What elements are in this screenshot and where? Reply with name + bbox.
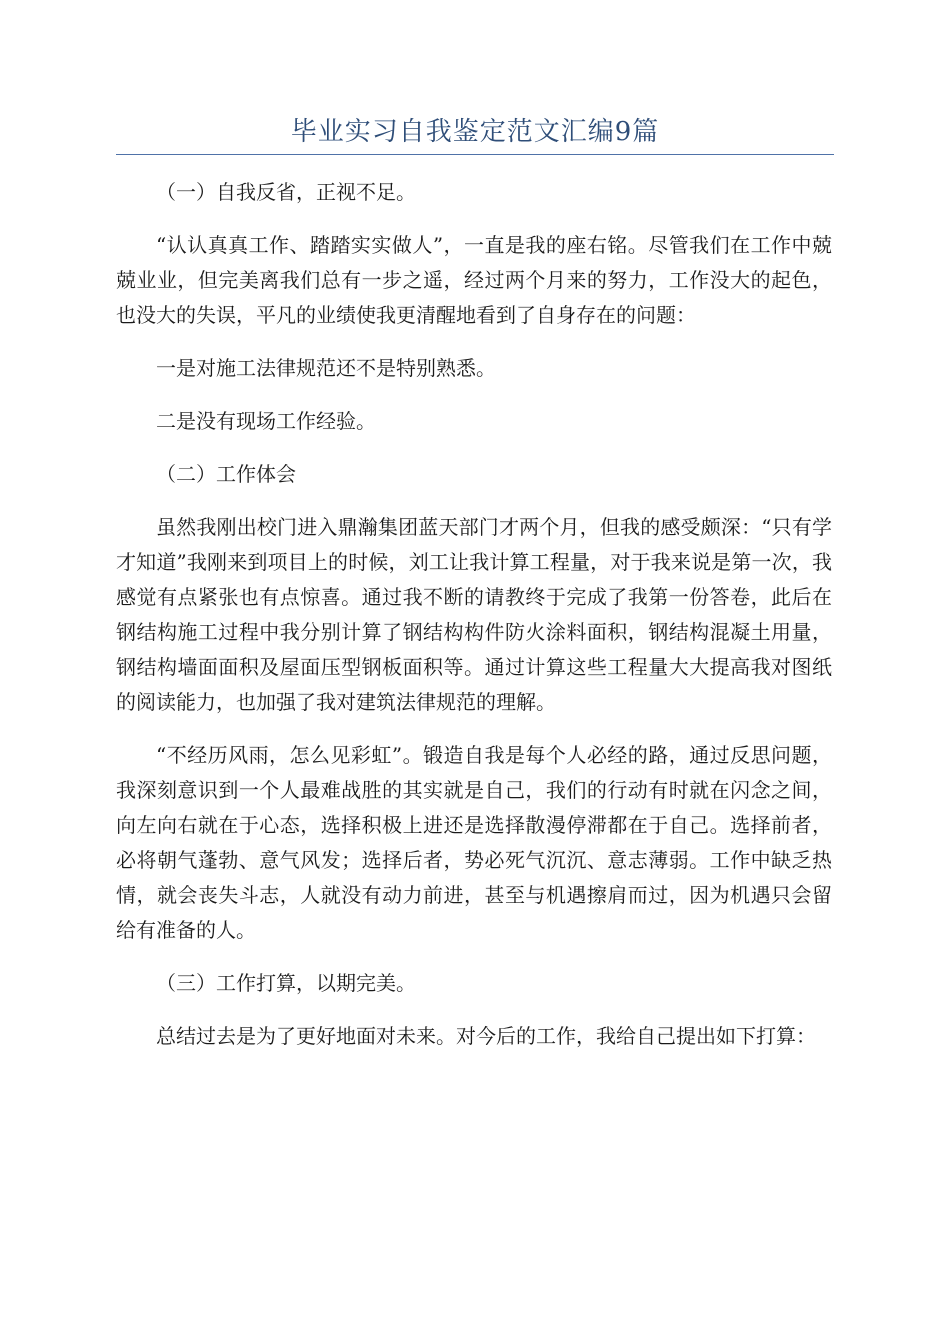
paragraph: “认认真真工作、踏踏实实做人”，一直是我的座右铭。尽管我们在工作中兢兢业业，但完美离我们总有一步之遥，经过两个月来的努力，工作没大的起色，也没大的失误，平凡的业绩使我更清醒地看到了自身存在的问题： <box>116 233 832 327</box>
title-underline <box>116 154 834 155</box>
section-heading-1: （一）自我反省，正视不足。 <box>156 180 416 204</box>
paragraph: 一是对施工法律规范还不是特别熟悉。 <box>156 356 496 380</box>
section-heading-2: （二）工作体会 <box>156 462 296 486</box>
document-title: 毕业实习自我鉴定范文汇编9篇 <box>290 117 660 147</box>
document-body <box>116 175 832 1072</box>
section-heading-3: （三）工作打算，以期完美。 <box>156 971 416 995</box>
paragraph: 虽然我刚出校门进入鼎瀚集团蓝天部门才两个月，但我的感受颇深：“只有学才知道”我刚来到项目上的时候，刘工让我计算工程量，对于我来说是第一次，我感觉有点紧张也有点惊喜。通过我不断的请教终于完成了我第一份答卷，此后在钢结构施工过程中我分别计算了钢结构构件防火涂料面积，钢结构混凝土用量，钢结构墙面面积及屋面压型钢板面积等。通过计算这些工程量大大提高我对图纸的阅读能力，也加强了我对建筑法律规范的理解。 <box>116 515 832 714</box>
paragraph: 总结过去是为了更好地面对未来。对今后的工作，我给自己提出如下打算： <box>156 1024 816 1048</box>
paragraph: 二是没有现场工作经验。 <box>156 409 376 433</box>
paragraph: “不经历风雨，怎么见彩虹”。锻造自我是每个人必经的路，通过反思问题，我深刻意识到一个人最难战胜的其实就是自己，我们的行动有时就在闪念之间，向左向右就在于心态，选择积极上进还是选择散漫停滞都在于自己。选择前者，必将朝气蓬勃、意气风发；选择后者，势必死气沉沉、意志薄弱。工作中缺乏热情，就会丧失斗志，人就没有动力前进，甚至与机遇擦肩而过，因为机遇只会留给有准备的人。 <box>116 743 832 942</box>
